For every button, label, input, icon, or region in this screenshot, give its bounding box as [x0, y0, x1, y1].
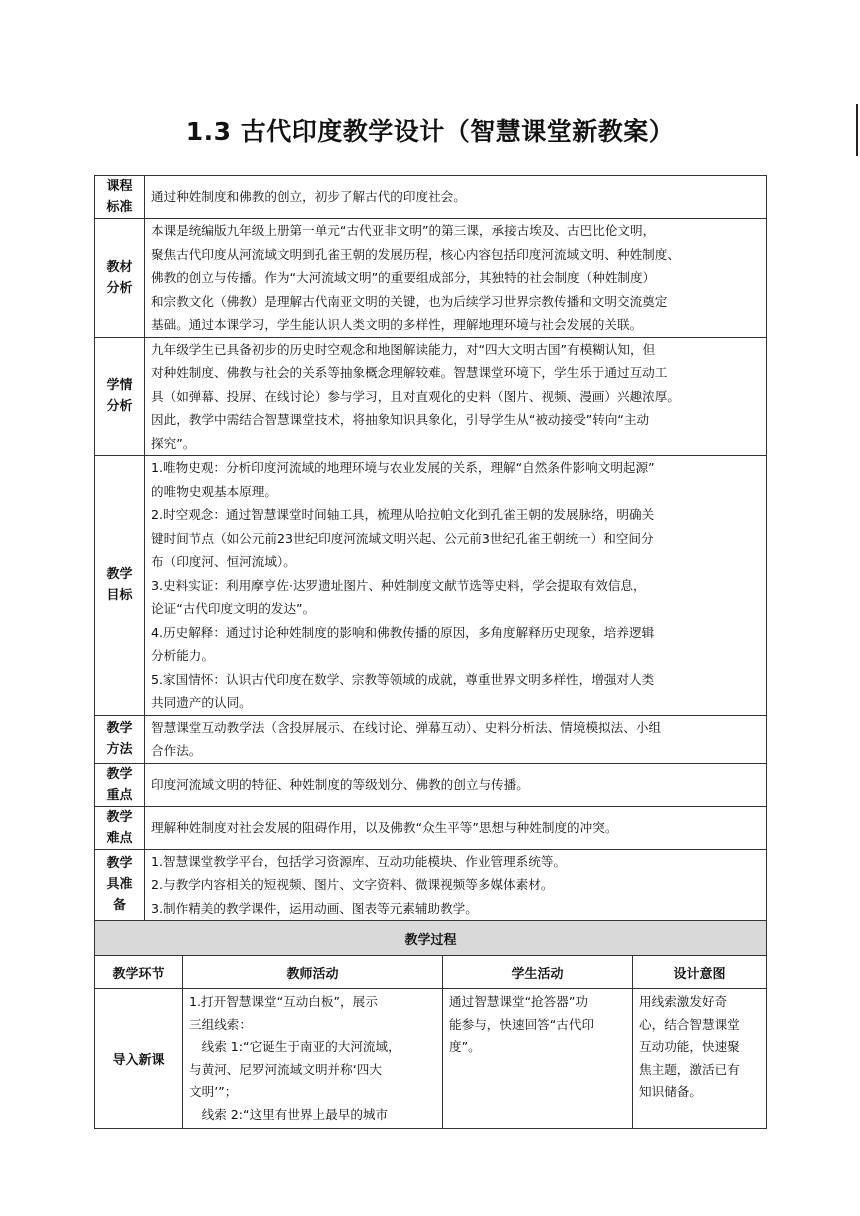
section-content	[145, 176, 767, 219]
header-student: 学生活动	[443, 956, 633, 989]
content-line: 论证“古代印度文明的发达”。	[151, 601, 316, 616]
header-intent: 设计意图	[633, 956, 767, 989]
content-line: 3.制作精美的教学课件，运用动画、图表等元素辅助教学。	[151, 900, 478, 916]
section-label-line: 标准	[106, 200, 133, 215]
intent-line: 用线索激发好奇	[639, 994, 728, 1009]
section-content	[145, 806, 767, 849]
content-line: 通过种姓制度和佛教的创立，初步了解古代的印度社会。	[151, 189, 466, 205]
section-content	[145, 219, 767, 338]
section-row	[95, 849, 767, 921]
content-line: 基础。通过本课学习，学生能认识人类文明的多样性，理解地理环境与社会发展的关联。	[151, 317, 643, 332]
content-line: 智慧课堂互动教学法（含投屏展示、在线讨论、弹幕互动）、史料分析法、情境模拟法、小组	[151, 719, 662, 735]
section-content	[145, 456, 767, 716]
student-line: 度”。	[449, 1039, 481, 1054]
section-row	[95, 219, 767, 338]
section-label	[95, 849, 145, 921]
student-line: 通过智慧课堂“抢答器”功	[449, 994, 588, 1009]
intent-line: 心，结合智慧课堂	[639, 1016, 740, 1032]
content-line: 和宗教文化（佛教）是理解古代南亚文明的关键，也为后续学习世界宗教传播和文明交流奠定	[151, 293, 668, 309]
student-line: 能参与，快速回答“古代印	[449, 1016, 595, 1032]
process-header-row	[95, 956, 767, 989]
content-line: 理解种姓制度对社会发展的阻碍作用，以及佛教“众生平等”思想与种姓制度的冲突。	[151, 819, 618, 835]
design-intent-cell	[633, 989, 767, 1129]
section-content	[145, 715, 767, 763]
teacher-line: 与黄河、尼罗河流域文明并称‘四大	[189, 1061, 382, 1077]
intent-line: 知识储备。	[639, 1084, 702, 1099]
section-label	[95, 219, 145, 338]
content-line: 键时间节点（如公元前23世纪印度河流域文明兴起、公元前3世纪孔雀王朝统一）和空间分	[151, 530, 654, 546]
section-label-line: 教材	[106, 259, 133, 275]
section-label-line: 分析	[106, 399, 133, 415]
section-label-line: 分析	[106, 280, 133, 296]
teacher-line: 文明’”；	[189, 1084, 238, 1099]
content-line: 布（印度河、恒河流域）。	[151, 554, 296, 569]
content-line: 九年级学生已具备初步的历史时空观念和地图解读能力，对“四大文明古国”有模糊认知，但	[151, 341, 656, 357]
teacher-line: 三组线索：	[189, 1016, 252, 1032]
section-label-line: 教学	[106, 809, 133, 825]
intent-line: 互动功能，快速聚	[639, 1039, 740, 1054]
section-label-line: 学情	[106, 378, 133, 394]
section-label-line: 教学	[106, 567, 133, 583]
section-label-line: 目标	[106, 588, 133, 604]
section-label-line: 备	[112, 898, 126, 914]
header-teacher: 教师活动	[183, 956, 443, 989]
section-label	[95, 337, 145, 456]
section-label-line: 难点	[106, 830, 133, 846]
section-row	[95, 176, 767, 219]
content-line: 本课是统编版九年级上册第一单元“古代亚非文明”的第三课，承接古埃及、古巴比伦文明，	[151, 223, 656, 238]
content-line: 佛教的创立与传播。作为“大河流域文明”的重要组成部分，其独特的社会制度（种姓制度）	[151, 270, 656, 285]
content-line: 3.史料实证：利用摩亨佐·达罗遗址图片、种姓制度文献节选等史料，学会提取有效信息，	[151, 577, 646, 593]
stage-cell: 导入新课	[95, 989, 183, 1129]
content-line: 2.时空观念：通过智慧课堂时间轴工具，梳理从哈拉帕文化到孔雀王朝的发展脉络，明确关	[151, 507, 655, 522]
page-title: 1.3 古代印度教学设计（智慧课堂新教案）	[185, 117, 675, 146]
process-row-intro	[95, 989, 767, 1129]
content-line: 4.历史解释：通过讨论种姓制度的影响和佛教传播的原因，多角度解释历史现象，培养逻辑	[151, 624, 655, 640]
section-label	[95, 176, 145, 219]
content-line: 对种姓制度、佛教与社会的关系等抽象概念理解较难。智慧课堂环境下，学生乐于通过互动工	[151, 365, 668, 380]
section-label-line: 具准	[106, 877, 133, 893]
section-label-line: 教学	[106, 856, 133, 872]
section-label	[95, 715, 145, 763]
header-stage: 教学环节	[95, 956, 183, 989]
teacher-line: 线索 1:“它诞生于南亚的大河流域，	[189, 1039, 401, 1054]
section-label-line: 课程	[106, 179, 133, 194]
content-line: 5.家国情怀：认识古代印度在数学、宗教等领域的成就，尊重世界文明多样性，增强对人类	[151, 671, 655, 687]
section-content	[145, 763, 767, 806]
section-row	[95, 715, 767, 763]
section-label-line: 教学	[106, 766, 133, 782]
section-label	[95, 763, 145, 806]
process-band-row	[95, 921, 767, 956]
section-label-line: 重点	[106, 787, 133, 803]
lesson-plan-table	[94, 175, 767, 1129]
content-line: 1.智慧课堂教学平台，包括学习资源库、互动功能模块、作业管理系统等。	[151, 853, 567, 869]
section-row	[95, 806, 767, 849]
content-line: 合作法。	[151, 743, 202, 758]
student-activity-cell	[443, 989, 633, 1129]
content-line: 1.唯物史观：分析印度河流域的地理环境与农业发展的关系，理解“自然条件影响文明起源”	[151, 460, 655, 475]
intent-line: 焦主题，激活已有	[639, 1061, 740, 1077]
process-band: 教学过程	[95, 921, 767, 956]
content-line: 具（如弹幕、投屏、在线讨论）参与学习，且对直观化的史料（图片、视频、漫画）兴趣浓厚。	[151, 388, 680, 404]
teacher-line: 线索 2:“这里有世界上最早的城市	[189, 1106, 389, 1122]
content-line: 探究”。	[151, 435, 196, 451]
content-line: 2.与教学内容相关的短视频、图片、文字资料、微课视频等多媒体素材。	[151, 877, 554, 892]
section-content	[145, 337, 767, 456]
section-row	[95, 763, 767, 806]
content-line: 共同遗产的认同。	[151, 695, 252, 710]
content-line: 的唯物史观基本原理。	[151, 483, 277, 499]
section-label	[95, 806, 145, 849]
content-line: 印度河流域文明的特征、种姓制度的等级划分、佛教的创立与传播。	[151, 776, 529, 792]
content-line: 分析能力。	[151, 648, 214, 663]
section-label	[95, 456, 145, 716]
section-label-line: 方法	[106, 742, 133, 757]
teacher-activity-cell	[183, 989, 443, 1129]
section-row	[95, 337, 767, 456]
section-content	[145, 849, 767, 921]
content-line: 聚焦古代印度从河流域文明到孔雀王朝的发展历程，核心内容包括印度河流域文明、种姓制度、	[151, 246, 680, 262]
section-row	[95, 456, 767, 716]
section-label-line: 教学	[106, 721, 133, 736]
teacher-line: 1.打开智慧课堂“互动白板”，展示	[189, 994, 378, 1009]
content-line: 因此，教学中需结合智慧课堂技术，将抽象知识具象化，引导学生从“被动接受”转向“主动	[151, 412, 650, 427]
